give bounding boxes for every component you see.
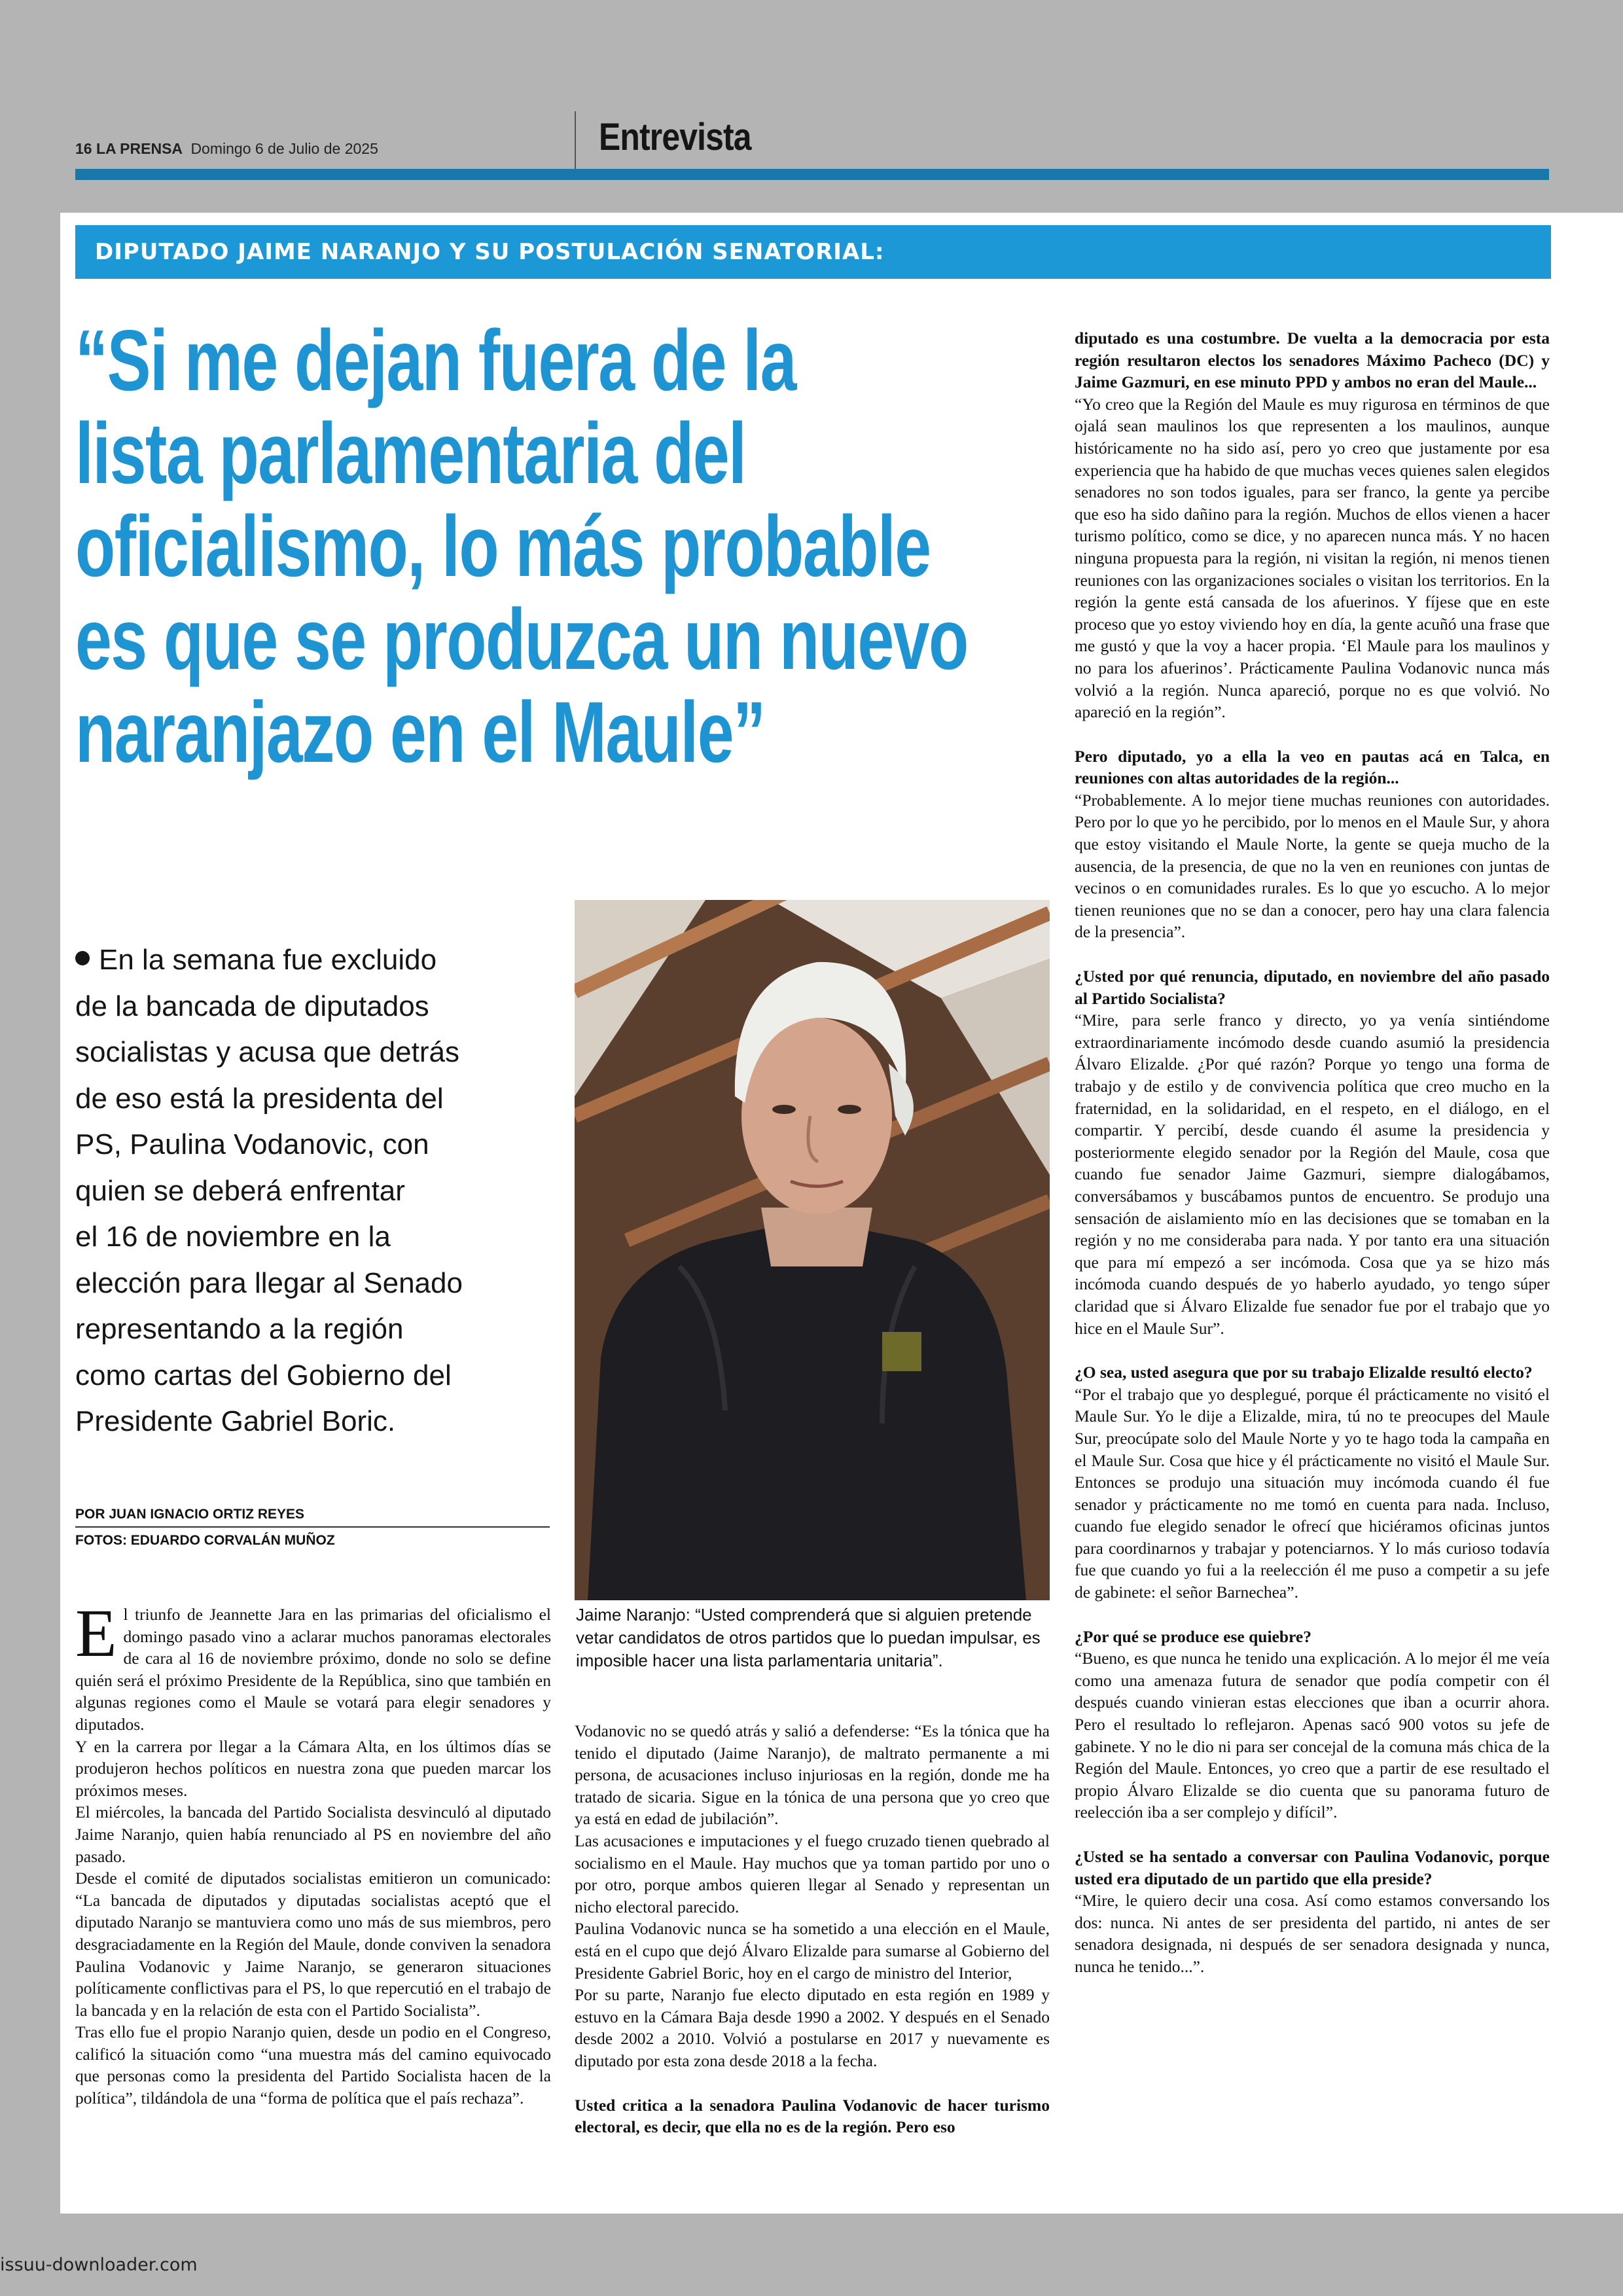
lede-line: de la bancada de diputados — [75, 990, 429, 1022]
paragraph: Las acusaciones e imputaciones y el fuego cruzado tienen quebrado al socialismo en el Maule. Hay muchos que ya toman partido por uno o por otro, porque ambos quieren llegar al Senado y representan un nicho electoral parecido. — [575, 1831, 1050, 1916]
interview-answer: “Probablemente. A lo mejor tiene muchas reuniones con autoridades. Pero por lo que yo he percibido, por lo menos en el Maule Sur, y ahora que estoy visitando el Maule Norte, la gente se queja mucho de la ausencia, de la presencia, de que no la ven en reuniones con juntas de vecinos o en comunidades rurales. Es lo que yo escucho. A lo mejor tienen reuniones que no se dan a conocer, pero hay una clara falencia de la presencia”. — [1075, 790, 1550, 942]
paragraph: Tras ello fue el propio Naranjo quien, desde un podio en el Congreso, calificó la situación como “una muestra más del camino equivocado que personas como la presidenta del Partido Socialista hacen de la política”, tildándola de una “forma de política que el país rechaza”. — [75, 2022, 551, 2108]
photo-credit: FOTOS: EDUARDO CORVALÁN MUÑOZ — [75, 1533, 335, 1548]
paragraph: Paulina Vodanovic nunca se ha sometido a una elección en el Maule, está en el cupo que dejó Álvaro Elizalde para sumarse al Gobierno del Presidente Gabriel Boric, hoy en el cargo de ministro del Interior, — [575, 1919, 1050, 1982]
paragraph: Vodanovic no se quedó atrás y salió a defenderse: “Es la tónica que ha tenido el diputado (Jaime Naranjo), de maltrato permanente a mi persona, de acusaciones incluso injuriosas en la región, donde me ha tratado de sicaria. Sigue en la tónica de una persona que yo creo que ya está en edad de jubilación”. — [575, 1721, 1050, 1829]
interview-question: ¿Por qué se produce ese quiebre? — [1075, 1626, 1311, 1646]
spacer — [1075, 1604, 1550, 1626]
lede-line — [75, 937, 533, 984]
lede-line: PS, Paulina Vodanovic, con — [75, 1128, 429, 1160]
headline-line: es que se produzca un nuevo — [75, 591, 968, 687]
article-column-1 — [75, 1596, 551, 2109]
interview-question: ¿Usted se ha sentado a conversar con Paulina Vodanovic, porque usted era diputado de un partido que ella preside? — [1075, 1847, 1550, 1888]
paragraph: Por su parte, Naranjo fue electo diputado en esta región en 1989 y estuvo en la Cámara Baja desde 1990 a 2002. Y después en el Senado desde 2002 a 2010. Volvió a postularse en 2017 y nuevamente es diputado por esta zona desde 2018 a la fecha. — [575, 1985, 1050, 2070]
lede-line: elección para llegar al Senado — [75, 1266, 463, 1299]
page-header — [0, 0, 1623, 213]
interview-question: Pero diputado, yo a ella la veo en pautas acá en Talca, en reuniones con altas autoridades de la región... — [1075, 746, 1550, 788]
page-number: 16 — [75, 140, 92, 157]
headline-line: “Si me dejan fuera de la — [75, 312, 796, 408]
spacer — [1075, 1339, 1550, 1361]
spacer — [1075, 1823, 1550, 1846]
interview-answer: “Mire, para serle franco y directo, yo ya venía sintiéndome extraordinariamente incómodo desde cuando asumió la presidencia Álvaro Elizalde. ¿Por qué razón? Porque yo tengo una forma de trabajo y de estilo y de convivencia política que creo mucho en la fraternidad, en la solidaridad, en el respeto, en el diálogo, en el compartir. Y percibí, desde cuando él asume la presidencia y posteriormente elegido senador por la Región del Maule, cosa que cuando fue senador Jaime Gazmuri, siempre dialogábamos, conversábamos y buscábamos puntos de encuentro. Se produjo una sensación de aislamiento mío en las decisiones que se tomaban en la región y no me consideraba para nada. Y por tanto era una situación que para mí empezó a ser incómoda. Cosa que ya se hizo más incómoda cuando después de yo haberlo ayudado, yo tengo súper claridad que si Álvaro Elizalde fue senador fue por el trabajo que yo hice en el Maule Sur”. — [1075, 1011, 1550, 1338]
header-divider — [575, 111, 576, 171]
spacer — [575, 2072, 1050, 2094]
portrait-photo — [575, 900, 1050, 1600]
interview-question: ¿Usted por qué renuncia, diputado, en noviembre del año pasado al Partido Socialista? — [1075, 967, 1550, 1008]
lede-line: Presidente Gabriel Boric. — [75, 1405, 396, 1437]
photo-caption: Jaime Naranjo: “Usted comprenderá que si alguien pretende vetar candidatos de otros partidos que lo puedan impulsar, es imposible hacer una lista parlamentaria unitaria”. — [576, 1605, 1041, 1670]
article-column-2 — [575, 1720, 1050, 2138]
spacer — [1075, 943, 1550, 965]
lede-line: socialistas y acusa que detrás — [75, 1036, 459, 1068]
publication-name: LA PRENSA — [96, 140, 183, 157]
folio — [75, 140, 378, 158]
bullet-icon — [75, 951, 90, 965]
drop-cap: E — [75, 1596, 117, 1671]
paragraph — [75, 1596, 551, 1736]
paragraph: El miércoles, la bancada del Partido Socialista desvinculó al diputado Jaime Naranjo, quien había renunciado al PS en noviembre del año pasado. — [75, 1803, 551, 1866]
page-footer — [0, 2214, 1623, 2296]
lede-line: como cartas del Gobierno del — [75, 1359, 452, 1391]
interview-answer: “Yo creo que la Región del Maule es muy rigurosa en términos de que ojalá sean maulinos los que representen a los maulinos, aunque históricamente no ha sido así, pero yo creo que justamente por esa experiencia que ha habido de que muchas veces quienes salen elegidos senadores no son todos iguales, para ser franco, la gente ya percibe que eso ha sido dañino para la región. Muchos de ellos vienen a hacer turismo político, como se dice, y no aparecen nunca más. Y no hacen ninguna propuesta para la región, ni visitan la región, ni menos tienen reuniones con las organizaciones sociales o visitan los territorios. En la región la gente está cansada de los afuerinos. Y fíjese que en este proceso que yo estoy viviendo hoy en día, la gente acuñó una frase que me gustó y que la voy a hacer propia. ‘El Maule para los maulinos y no para los afuerinos’. Prácticamente Paulina Vodanovic nunca más volvió a la región. Nunca apareció, porque no es que volvió. No apareció en la región”. — [1075, 394, 1550, 722]
paragraph-text: l triunfo de Jeannette Jara en las primarias del oficialismo el domingo pasado vino a aclarar muchos panoramas electorales de cara al 16 de noviembre próximo, donde no solo se define quién será el próximo Presidente de la República, sino que también en algunas regiones como el Maule se votará para elegir senadores y diputados. — [75, 1605, 551, 1734]
lede-line: quien se deberá enfrentar — [75, 1174, 405, 1207]
headline-line: lista parlamentaria del — [75, 405, 746, 501]
paragraph: Y en la carrera por llegar a la Cámara Alta, en los últimos días se produjeron hechos políticos en nuestra zona que pueden marcar los próximos meses. — [75, 1736, 551, 1800]
kicker-text: DIPUTADO JAIME NARANJO Y SU POSTULACIÓN SENATORIAL: — [95, 239, 885, 265]
interview-question: ¿O sea, usted asegura que por su trabajo Elizalde resultó electo? — [1075, 1363, 1533, 1382]
lede-line: representando a la región — [75, 1313, 404, 1345]
lede-line: de eso está la presidenta del — [75, 1082, 444, 1115]
lede-text: En la semana fue excluido — [99, 944, 437, 976]
spacer — [1075, 723, 1550, 745]
interview-question: Usted critica a la senadora Paulina Vodanovic de hacer turismo electoral, es decir, que ella no es de la región. Pero eso — [575, 2095, 1050, 2137]
author-credit: POR JUAN IGNACIO ORTIZ REYES — [75, 1507, 550, 1528]
issue-date: Domingo 6 de Julio de 2025 — [190, 140, 378, 157]
article-column-3 — [1075, 327, 1550, 1978]
interview-answer: “Mire, le quiero decir una cosa. Así como estamos conversando los dos: nunca. Ni antes de ser presidenta del partido, ni antes de ser senadora designada, ni después de ser senadora designada y nunca, nunca he tenido...”. — [1075, 1891, 1550, 1976]
credits — [75, 1507, 550, 1549]
headline-line: naranjazo en el Maule” — [75, 684, 765, 780]
kicker-bar — [75, 225, 1551, 279]
section-title: Entrevista — [599, 116, 751, 158]
lede-line: el 16 de noviembre en la — [75, 1221, 391, 1253]
header-rule — [75, 169, 1549, 180]
portrait-illustration — [575, 900, 1050, 1600]
headline-line: oficialismo, lo más probable — [75, 498, 931, 594]
interview-question: diputado es una costumbre. De vuelta a la democracia por esta región resultaron electos los senadores Máximo Pacheco (DC) y Jaime Gazmuri, en ese minuto PPD y ambos no eran del Maule... — [1075, 329, 1550, 392]
headline — [75, 314, 1044, 779]
lede — [75, 937, 533, 1445]
paragraph: Desde el comité de diputados socialistas emitieron un comunicado: “La bancada de diputados y diputadas socialistas aceptó que el diputado Naranjo se mantuviera como uno más de sus miembros, pero desgraciadamente en la Región del Maule, donde conviven la senadora Paulina Vodanovic y Jaime Naranjo, se generaron situaciones políticamente conflictivas para el PS, lo que repercutió en el trabajo de la bancada y en la relación de esta con el Partido Socialista”. — [75, 1869, 551, 2020]
interview-answer: “Por el trabajo que yo desplegué, porque él prácticamente no visitó el Maule Sur. Yo le dije a Elizalde, mira, tú no te preocupes del Maule Sur, preocúpate solo del Maule Norte y yo te hago toda la campaña en el Maule Sur. Cosa que hice y él prácticamente no visitó el Maule Sur. Entonces se produjo una situación muy incómoda cuando él fue senador y prácticamente no me tomó en cuenta para nada. Incluso, cuando fue elegido senador le ofrecí que hiciéramos oficinas juntos para coordinarnos y trabajar y potenciarnos. Y lo más curioso todavía fue que cuando yo fui a la reelección él me puso a competir a su jefe de gabinete: el señor Barnechea”. — [1075, 1384, 1550, 1602]
watermark: issuu-downloader.com — [0, 2255, 198, 2275]
interview-answer: “Bueno, es que nunca he tenido una explicación. A lo mejor él me veía como una amenaza futura de senador que podía competir con él después cuando vinieran estas elecciones que iban a ocurrir ahora. Pero el resultado lo reflejaron. Apenas sacó 900 votos su jefe de gabinete. Y no le dio ni para ser concejal de la comuna más chica de la Región del Maule. Entonces, yo creo que a partir de ese resultado el propio Álvaro Elizalde se dio cuenta que su panorama futuro de reelección iba a ser complejo y difícil”. — [1075, 1649, 1550, 1822]
